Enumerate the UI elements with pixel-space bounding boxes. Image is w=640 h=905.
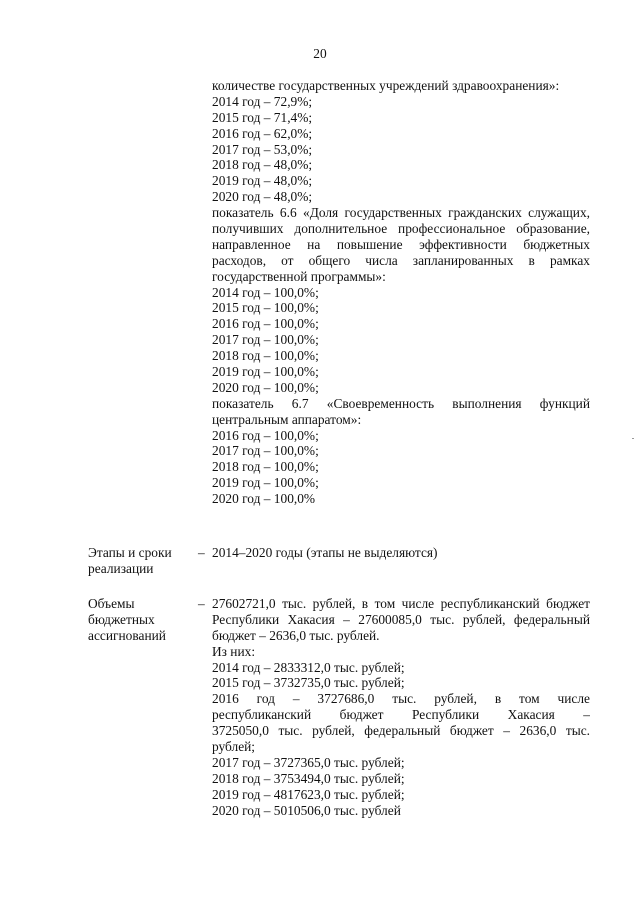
budget-line: Республики Хакасия – 27600085,0 тыс. рублей, федеральный [212,611,590,627]
indicator-value: 2015 год – 100,0%; [212,300,319,316]
budget-line: республиканский бюджет Республики Хакасия – [212,707,590,723]
indicator-6-7-line: показатель 6.7 «Своевременность выполнения функций [212,395,590,411]
page-number: 20 [313,46,327,61]
stages-label-line: Этапы и сроки [88,545,172,560]
indicator-value: 2016 год – 100,0%; [212,316,319,332]
scan-artifact [632,438,634,439]
indicator-value: 2020 год – 100,0%; [212,379,319,395]
text-line: 2017 год – 53,0%; [212,141,313,157]
budget-line: рублей; [212,739,256,755]
stages-dash: – [198,545,205,560]
indicator-value: 2018 год – 100,0%; [212,459,319,475]
budget-line: 2018 год – 3753494,0 тыс. рублей; [212,770,405,786]
text-line: 2020 год – 48,0%; [212,189,313,205]
budget-label-line: Объемы [88,596,135,611]
indicator-6-6-line: расходов, от общего числа запланированных в рамках [212,252,590,268]
budget-line: 2020 год – 5010506,0 тыс. рублей [212,802,401,818]
budget-label-line: ассигнований [88,627,166,643]
indicator-value: 2016 год – 100,0%; [212,427,319,443]
indicator-value: 2018 год – 100,0%; [212,348,319,364]
budget-line: 2015 год – 3732735,0 тыс. рублей; [212,675,405,691]
text-line: 2014 год – 72,9%; [212,93,313,109]
stages-label [88,545,188,577]
budget-label [88,596,188,644]
budget-text [212,596,590,818]
indicator-6-6-line: показатель 6.6 «Доля государственных гражданских служащих, [212,205,590,221]
indicator-6-7-line: центральным аппаратом»: [212,411,362,427]
indicator-6-6-line: государственной программы»: [212,268,386,284]
stages-label-line: реализации [88,560,154,576]
indicator-value: 2020 год – 100,0% [212,491,316,507]
budget-line: 2016 год – 3727686,0 тыс. рублей, в том числе [212,691,590,707]
indicator-6-6-line: получивших дополнительное профессиональное образование, [212,221,590,237]
budget-label-line: бюджетных [88,611,155,627]
text-line: количестве государственных учреждений здравоохранения»: [212,78,560,93]
indicators-block [212,78,590,507]
budget-line: 2014 год – 2833312,0 тыс. рублей; [212,659,405,675]
indicator-value: 2017 год – 100,0%; [212,332,319,348]
budget-line: 27602721,0 тыс. рублей, в том числе республиканский бюджет [212,596,590,611]
text-line: 2016 год – 62,0%; [212,125,313,141]
indicator-6-6-line: направленное на повышение эффективности бюджетных [212,236,590,252]
budget-dash: – [198,596,205,611]
indicator-value: 2017 год – 100,0%; [212,443,319,459]
text-line: 2015 год – 71,4%; [212,109,313,125]
text-line: 2018 год – 48,0%; [212,157,313,173]
budget-line: 3725050,0 тыс. рублей, федеральный бюджет – 2636,0 тыс. [212,723,590,739]
indicator-value: 2019 год – 100,0%; [212,475,319,491]
stages-text: 2014–2020 годы (этапы не выделяются) [212,545,438,560]
budget-line: 2019 год – 4817623,0 тыс. рублей; [212,786,405,802]
indicator-value: 2014 год – 100,0%; [212,284,319,300]
budget-line: бюджет – 2636,0 тыс. рублей. [212,627,380,643]
text-line: 2019 год – 48,0%; [212,173,313,189]
budget-line: Из них: [212,643,256,659]
indicator-value: 2019 год – 100,0%; [212,364,319,380]
budget-line: 2017 год – 3727365,0 тыс. рублей; [212,754,405,770]
